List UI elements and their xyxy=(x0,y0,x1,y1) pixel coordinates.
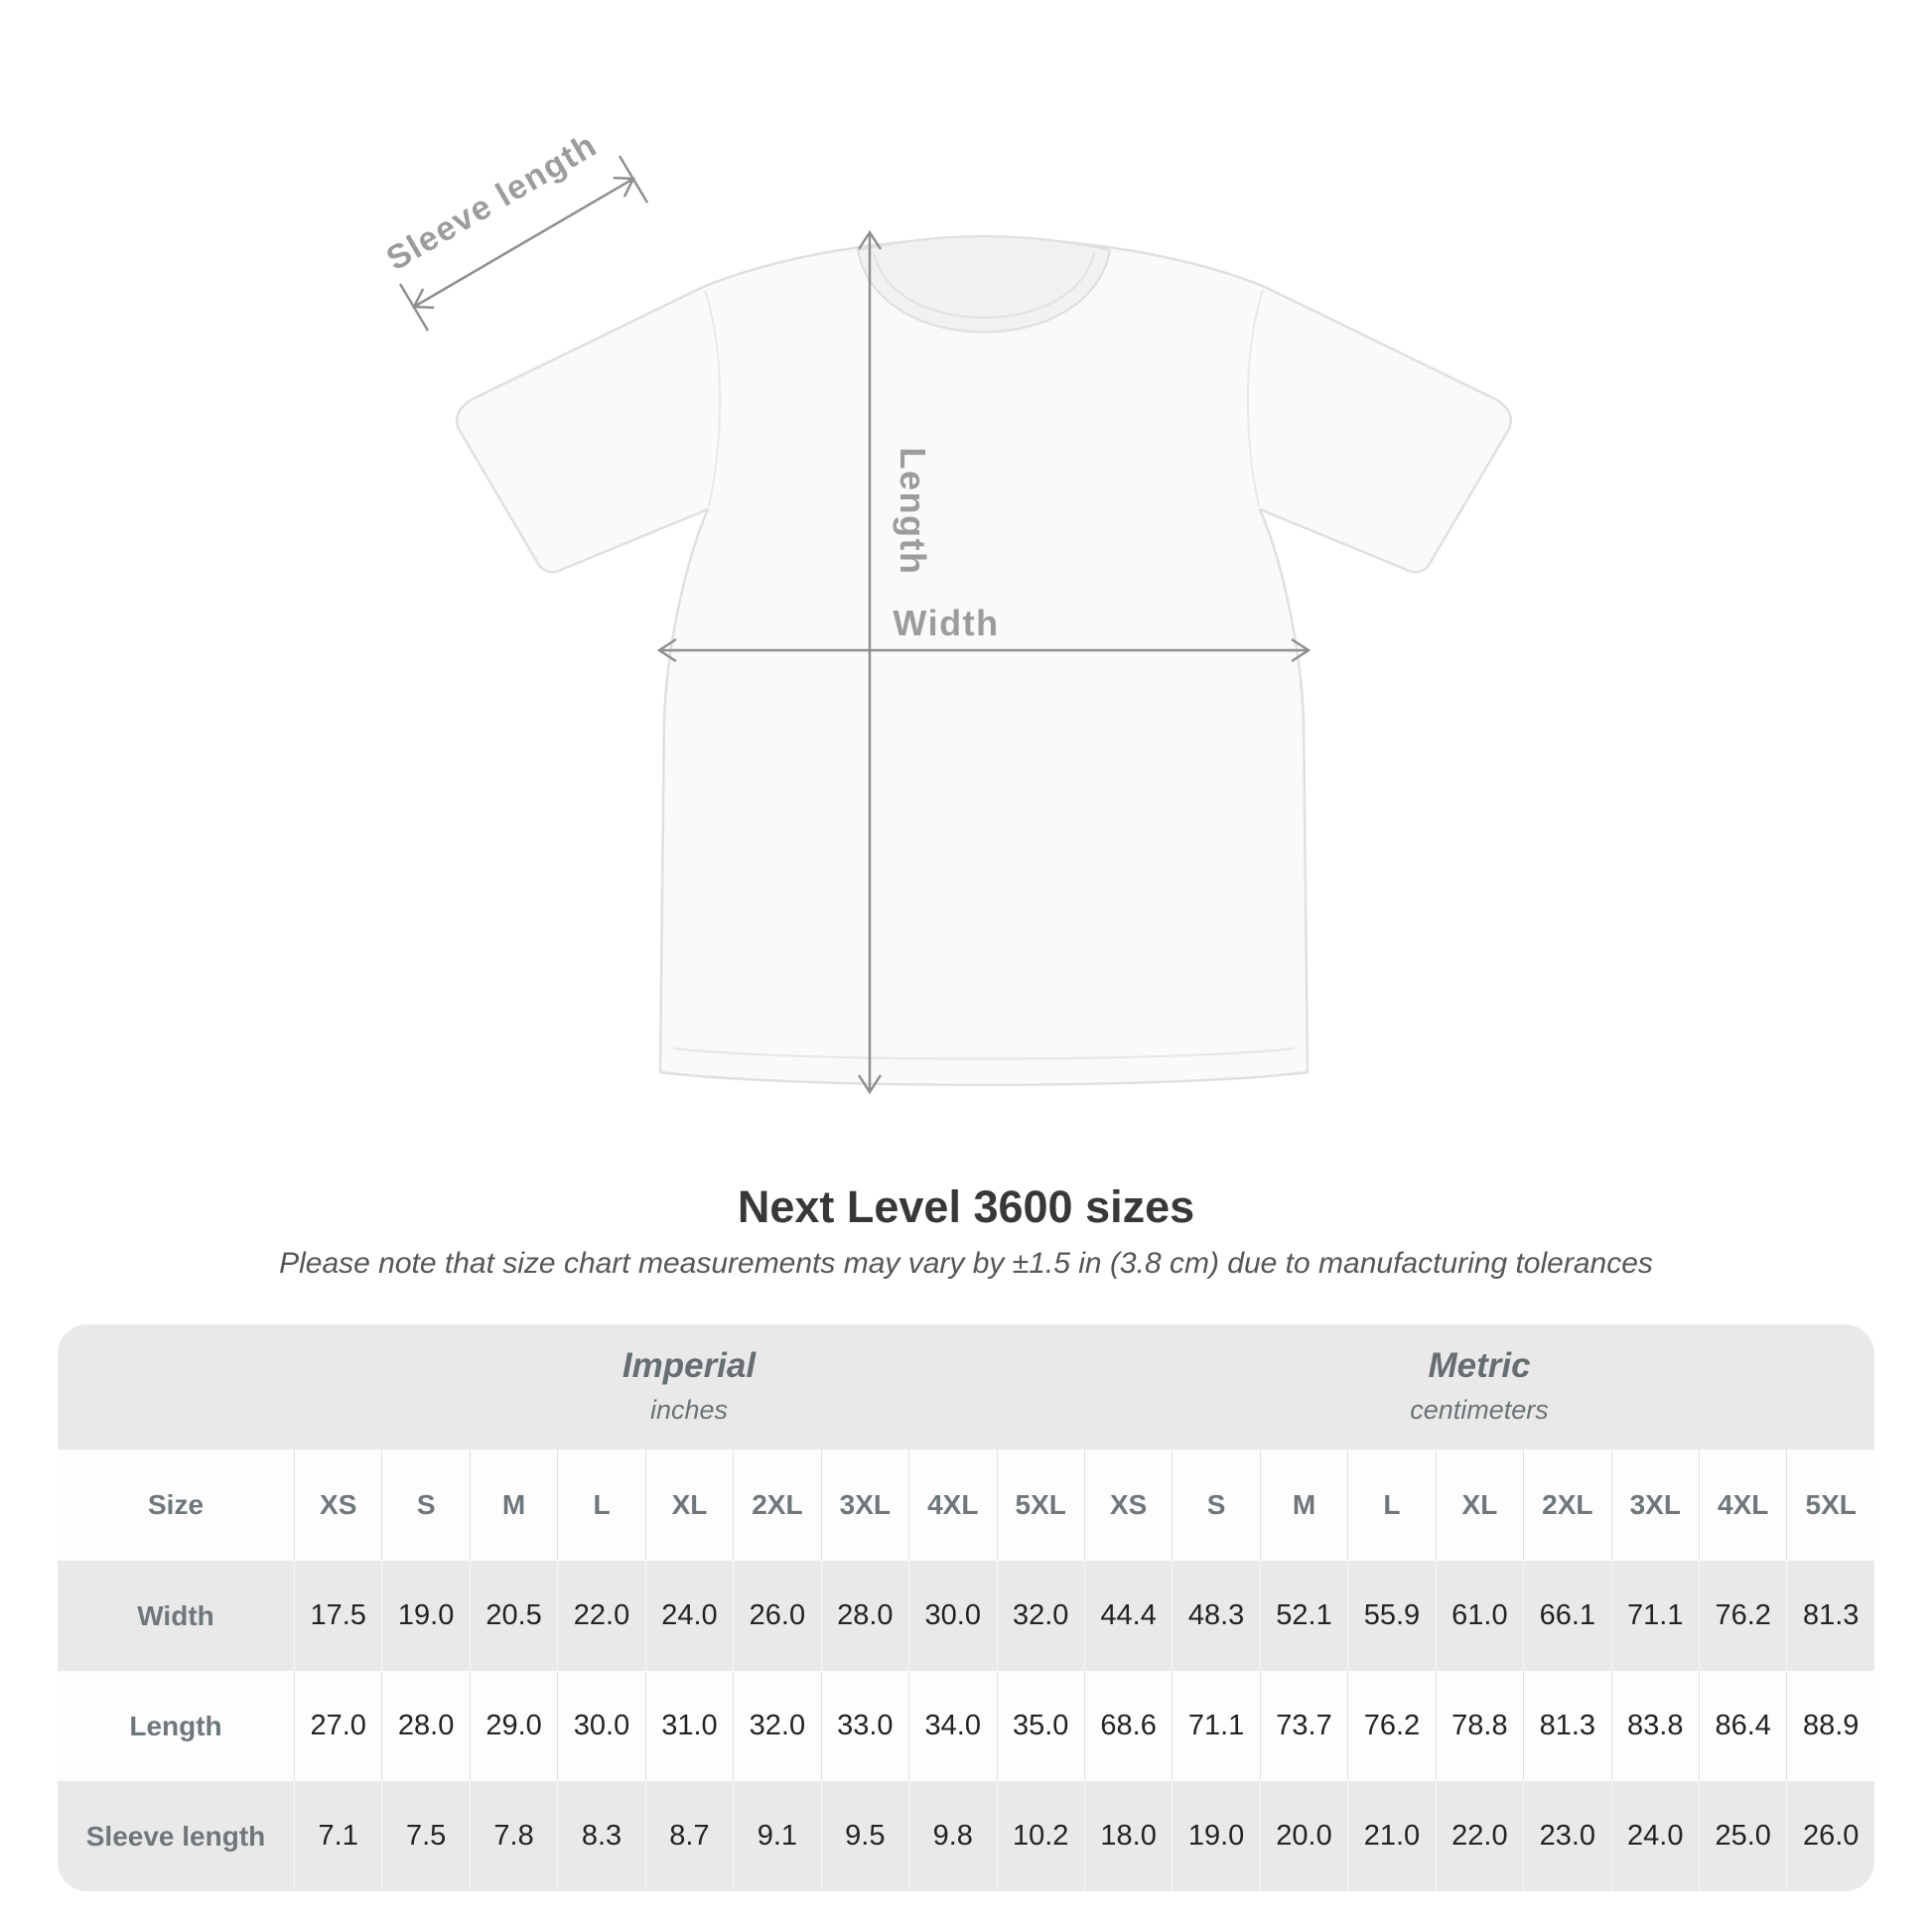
measurement-cell: 73.7 xyxy=(1260,1671,1347,1781)
measurement-cell: 17.5 xyxy=(294,1561,381,1671)
measurement-cell: 83.8 xyxy=(1611,1671,1699,1781)
size-header-row xyxy=(58,1449,1874,1561)
measurement-cell: 66.1 xyxy=(1523,1561,1610,1671)
measurement-cell: 32.0 xyxy=(997,1561,1084,1671)
size-header-cell: 5XL xyxy=(997,1449,1084,1561)
size-header-cell: L xyxy=(557,1449,644,1561)
measurement-cell: 25.0 xyxy=(1699,1781,1786,1891)
measurement-cell: 7.1 xyxy=(294,1781,381,1891)
measurement-cell: 10.2 xyxy=(997,1781,1084,1891)
metric-unit-label: centimeters xyxy=(1410,1395,1549,1425)
tolerance-note: Please note that size chart measurements may vary by ±1.5 in (3.8 cm) due to manufacturing tolerances xyxy=(279,1247,1653,1280)
measurement-cell: 9.1 xyxy=(733,1781,820,1891)
measurement-cell: 23.0 xyxy=(1523,1781,1610,1891)
measurement-cell: 30.0 xyxy=(557,1671,644,1781)
size-header-cell: L xyxy=(1347,1449,1435,1561)
length-label: Length xyxy=(893,447,933,576)
measurement-cell: 19.0 xyxy=(381,1561,469,1671)
measurement-cell: 9.5 xyxy=(821,1781,908,1891)
measurement-cell: 28.0 xyxy=(821,1561,908,1671)
size-header-cell: 4XL xyxy=(1699,1449,1786,1561)
measurement-cell: 71.1 xyxy=(1611,1561,1699,1671)
table-row xyxy=(58,1781,1874,1891)
measurement-cell: 86.4 xyxy=(1699,1671,1786,1781)
imperial-label: Imperial xyxy=(621,1346,757,1385)
size-header-cell: XS xyxy=(294,1449,381,1561)
measurement-cell: 76.2 xyxy=(1347,1671,1435,1781)
measurement-cell: 76.2 xyxy=(1699,1561,1786,1671)
measurement-cell: 8.7 xyxy=(645,1781,733,1891)
size-header-cell: M xyxy=(1260,1449,1347,1561)
tshirt-body xyxy=(457,238,1511,1085)
size-column-header: Size xyxy=(147,1489,205,1520)
size-header-cell: 3XL xyxy=(821,1449,908,1561)
measurement-cell: 26.0 xyxy=(733,1561,820,1671)
measurement-cell: 20.5 xyxy=(470,1561,557,1671)
measurement-cell: 78.8 xyxy=(1436,1671,1523,1781)
width-label: Width xyxy=(893,603,1000,643)
measurement-cell: 81.3 xyxy=(1523,1671,1610,1781)
measurement-cell: 7.8 xyxy=(470,1781,557,1891)
imperial-header-group xyxy=(294,1346,1084,1426)
size-header-cell: 4XL xyxy=(908,1449,996,1561)
size-header-cell: 5XL xyxy=(1786,1449,1874,1561)
measurement-cell: 61.0 xyxy=(1436,1561,1523,1671)
measurement-cell: 88.9 xyxy=(1786,1671,1874,1781)
measurement-cell: 26.0 xyxy=(1786,1781,1874,1891)
measurement-cell: 35.0 xyxy=(997,1671,1084,1781)
size-header-cell: XS xyxy=(1084,1449,1172,1561)
measurement-cell: 34.0 xyxy=(908,1671,996,1781)
measurement-cell: 71.1 xyxy=(1172,1671,1259,1781)
measurement-cell: 8.3 xyxy=(557,1781,644,1891)
measurement-cell: 81.3 xyxy=(1786,1561,1874,1671)
measurement-cell: 29.0 xyxy=(470,1671,557,1781)
row-label: Length xyxy=(129,1710,222,1741)
table-row xyxy=(58,1561,1874,1671)
size-chart-card xyxy=(58,1324,1874,1891)
measurement-cell: 24.0 xyxy=(1611,1781,1699,1891)
metric-label: Metric xyxy=(1428,1346,1531,1385)
measurement-cell: 28.0 xyxy=(381,1671,469,1781)
sleeve-arrow-end-tick xyxy=(620,156,647,203)
size-header-cell: 2XL xyxy=(1523,1449,1610,1561)
table-row xyxy=(58,1671,1874,1781)
measurement-cell: 7.5 xyxy=(381,1781,469,1891)
measurement-cell: 9.8 xyxy=(908,1781,996,1891)
metric-header-group xyxy=(1084,1346,1874,1426)
size-header-cell: M xyxy=(470,1449,557,1561)
measurement-cell: 55.9 xyxy=(1347,1561,1435,1671)
measurement-cell: 21.0 xyxy=(1347,1781,1435,1891)
measurement-cell: 18.0 xyxy=(1084,1781,1172,1891)
measurement-cell: 68.6 xyxy=(1084,1671,1172,1781)
measurement-cell: 19.0 xyxy=(1172,1781,1259,1891)
measurement-cell: 48.3 xyxy=(1172,1561,1259,1671)
imperial-unit-label: inches xyxy=(649,1395,729,1425)
measurement-cell: 32.0 xyxy=(733,1671,820,1781)
size-header-cell: XL xyxy=(645,1449,733,1561)
sleeve-arrow-end-tick xyxy=(400,284,428,331)
measurement-cell: 20.0 xyxy=(1260,1781,1347,1891)
measurement-cell: 24.0 xyxy=(645,1561,733,1671)
size-header-cell: S xyxy=(381,1449,469,1561)
page-title: Next Level 3600 sizes xyxy=(737,1181,1195,1232)
size-header-cell: 3XL xyxy=(1611,1449,1699,1561)
row-label: Width xyxy=(137,1599,214,1631)
tshirt-graphic xyxy=(457,236,1511,1085)
measurement-cell: 27.0 xyxy=(294,1671,381,1781)
measurement-cell: 31.0 xyxy=(645,1671,733,1781)
measurement-cell: 44.4 xyxy=(1084,1561,1172,1671)
size-table xyxy=(58,1449,1874,1891)
measurement-cell: 30.0 xyxy=(908,1561,996,1671)
measurement-cell: 22.0 xyxy=(1436,1781,1523,1891)
row-label: Sleeve length xyxy=(85,1820,266,1852)
size-header-cell: XL xyxy=(1436,1449,1523,1561)
measurement-cell: 52.1 xyxy=(1260,1561,1347,1671)
measurement-cell: 33.0 xyxy=(821,1671,908,1781)
sleeve-length-label: Sleeve length xyxy=(379,125,605,279)
size-header-cell: 2XL xyxy=(733,1449,820,1561)
measurement-cell: 22.0 xyxy=(557,1561,644,1671)
size-header-cell: S xyxy=(1172,1449,1259,1561)
